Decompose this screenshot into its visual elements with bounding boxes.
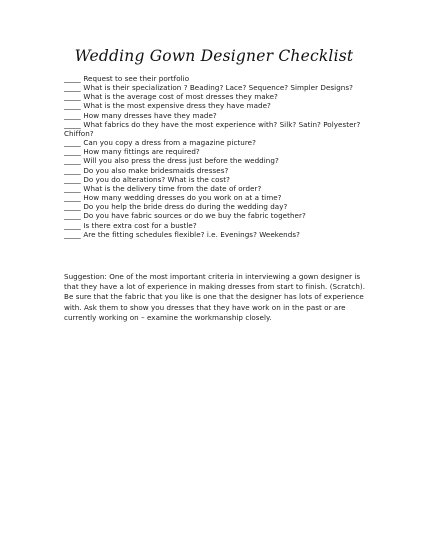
answer-blank: _____ [64,193,81,203]
answer-blank: _____ [64,119,81,129]
checklist-item [64,120,374,138]
checklist-item [64,175,374,184]
answer-blank: _____ [64,202,81,212]
checklist-item-text: Can you copy a dress from a magazine picture? [83,138,256,148]
page-title: Wedding Gown Designer Checklist [74,47,354,65]
answer-blank: _____ [64,220,81,230]
checklist-item [64,202,374,211]
answer-blank: _____ [64,92,81,102]
checklist-item-text: How many fittings are required? [83,147,200,157]
checklist-item [64,74,374,83]
checklist [64,74,374,239]
answer-blank: _____ [64,229,81,239]
checklist-item-text: Are the fitting schedules flexible? i.e. Evenings? Weekends? [83,229,300,239]
answer-blank: _____ [64,101,81,111]
checklist-item-text: What fabrics do they have the most experience with? Silk? Satin? Polyester? Chiffon? [64,119,361,138]
checklist-item-text: Do you help the bride dress do during the wedding day? [83,202,288,212]
answer-blank: _____ [64,147,81,157]
answer-blank: _____ [64,83,81,93]
checklist-item-text: Do you have fabric sources or do we buy the fabric together? [83,211,306,221]
answer-blank: _____ [64,165,81,175]
checklist-item [64,166,374,175]
answer-blank: _____ [64,138,81,148]
checklist-item-text: What is the delivery time from the date of order? [83,183,262,193]
checklist-item-text: Will you also press the dress just before the wedding? [83,156,279,166]
checklist-item [64,101,374,110]
checklist-item-text: What is the average cost of most dresses they make? [83,92,278,102]
checklist-item [64,156,374,165]
answer-blank: _____ [64,74,81,83]
checklist-item-text: Do you also make bridesmaids dresses? [83,165,229,175]
checklist-item [64,211,374,220]
checklist-item [64,193,374,202]
checklist-item [64,83,374,92]
checklist-item-text: How many dresses have they made? [83,110,217,120]
answer-blank: _____ [64,156,81,166]
checklist-item [64,184,374,193]
checklist-item [64,92,374,101]
answer-blank: _____ [64,211,81,221]
checklist-item-text: What is their specialization ? Beading? Lace? Sequence? Simpler Designs? [83,83,353,93]
checklist-item [64,221,374,230]
checklist-item-text: Do you do alterations? What is the cost? [83,174,230,184]
checklist-item [64,111,374,120]
checklist-item-text: Request to see their portfolio [83,74,190,83]
checklist-item [64,230,374,239]
answer-blank: _____ [64,110,81,120]
checklist-item-text: How many wedding dresses do you work on at a time? [83,193,282,203]
checklist-item [64,147,374,156]
checklist-item-text: What is the most expensive dress they have made? [83,101,271,111]
answer-blank: _____ [64,174,81,184]
answer-blank: _____ [64,183,81,193]
checklist-item-text: Is there extra cost for a bustle? [83,220,197,230]
suggestion-paragraph: Suggestion: One of the most important criteria in interviewing a gown designer is that they have a lot of experience in making dresses from start to finish. (Scratch). Be sure that the fabric that you like is one that the designer has lots of experience with. Ask them to show you dresses that they have work on in the past or are currently working on – examine the workmanship closely. [64,272,366,322]
checklist-item [64,138,374,147]
